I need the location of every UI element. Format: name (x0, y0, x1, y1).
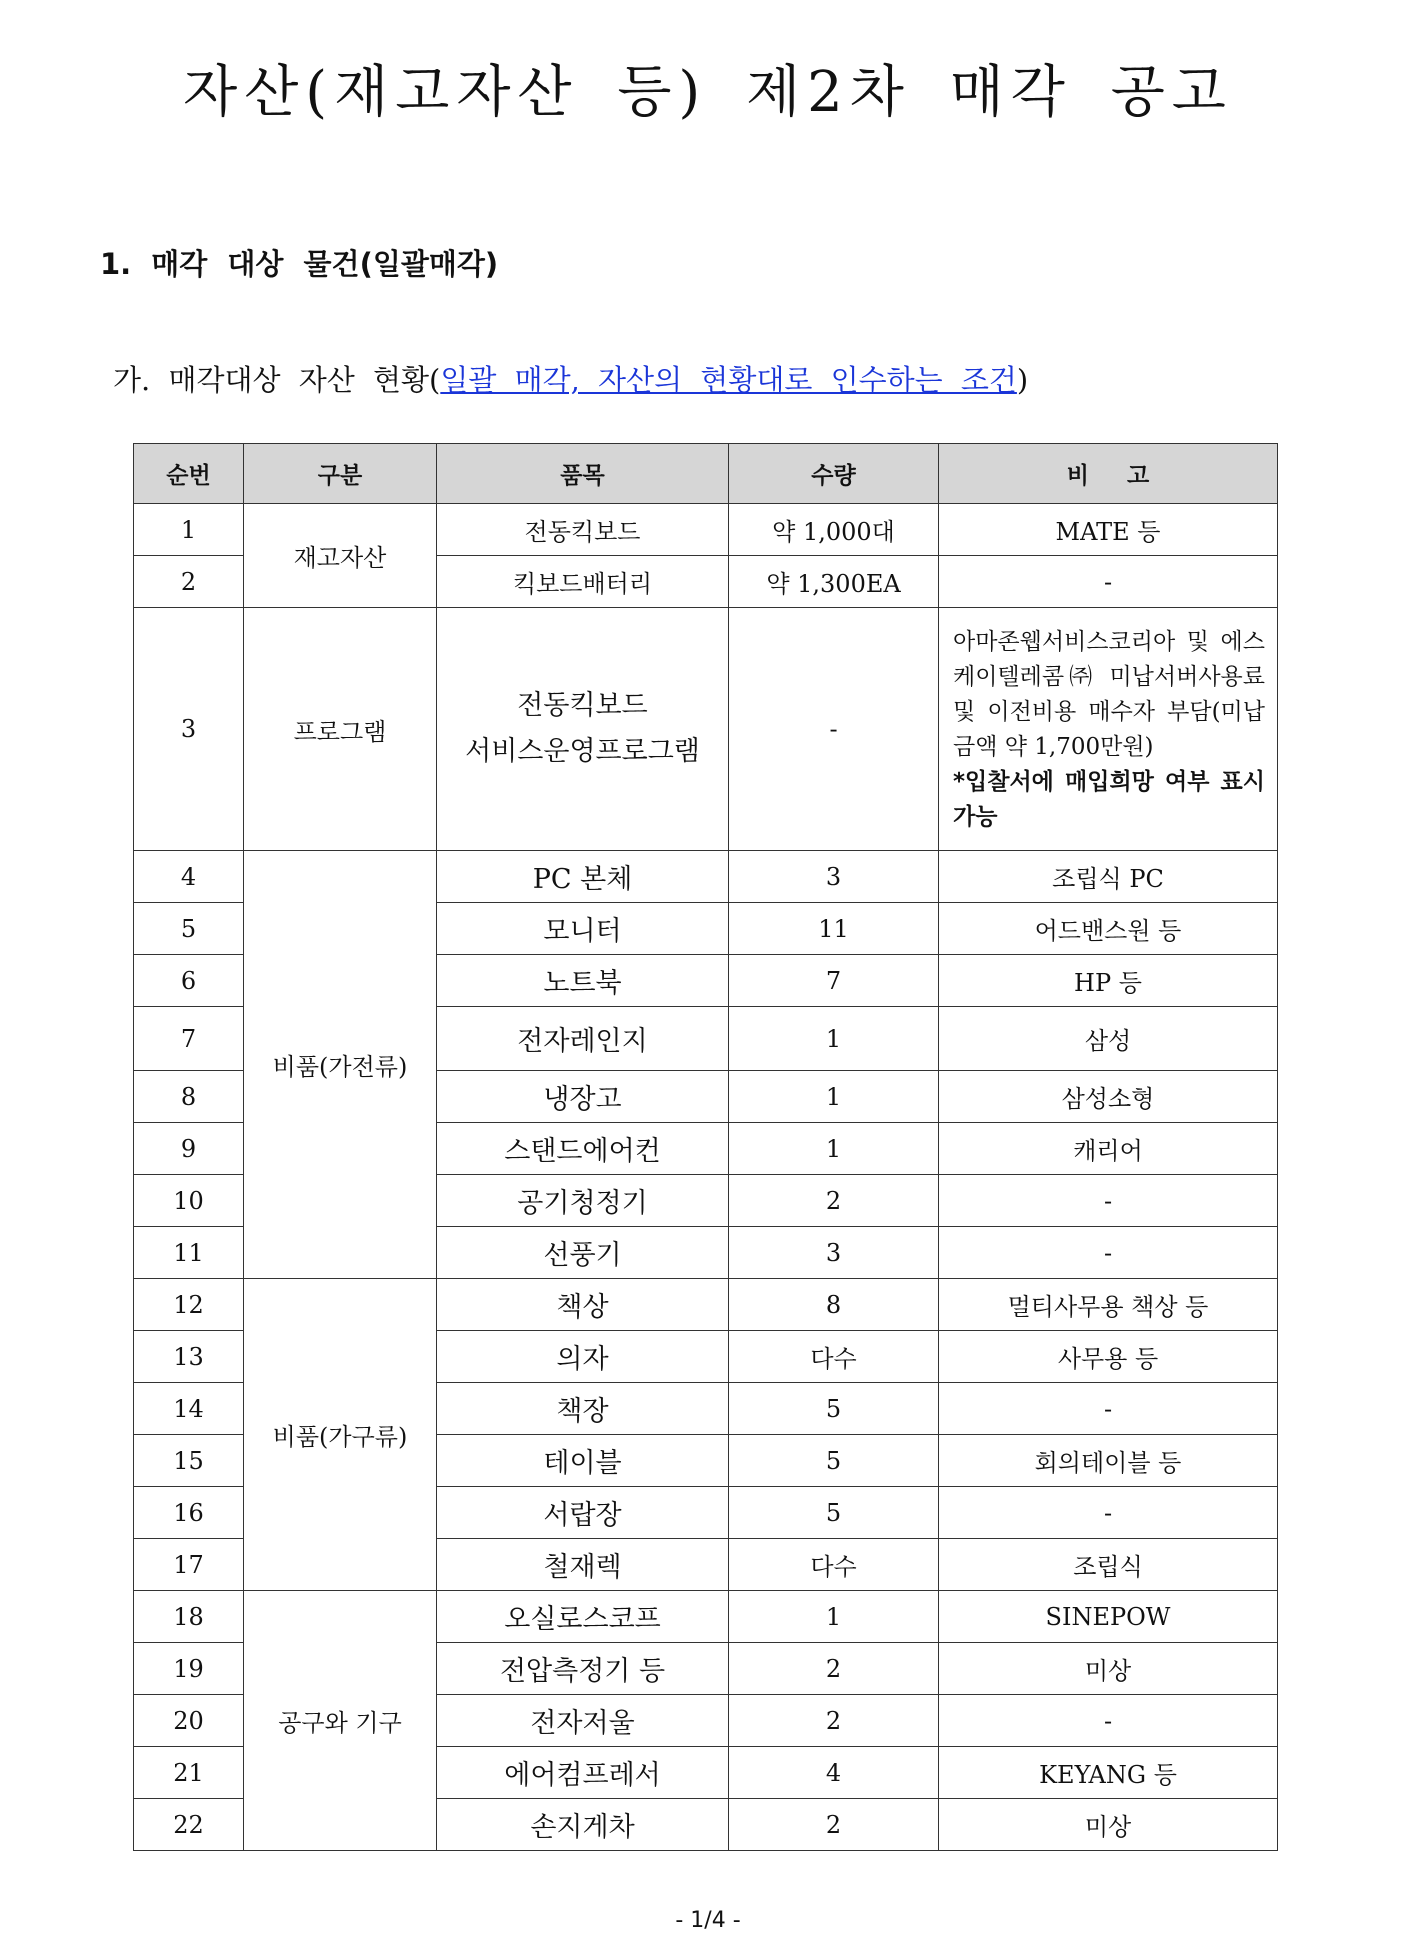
remarks-cell: - (939, 556, 1278, 608)
row-number: 21 (134, 1747, 244, 1799)
table-row (134, 1279, 1278, 1331)
category-cell: 공구와 기구 (244, 1591, 437, 1851)
category-cell: 비품(가구류) (244, 1279, 437, 1591)
header-category: 구분 (244, 444, 437, 504)
item-cell: 책상 (437, 1279, 729, 1331)
quantity-cell: 11 (729, 903, 939, 955)
quantity-cell: 3 (729, 851, 939, 903)
item-cell: 전자레인지 (437, 1007, 729, 1071)
remarks-cell: 삼성소형 (939, 1071, 1278, 1123)
item-line: 서비스운영프로그램 (465, 736, 700, 767)
remarks-cell: 사무용 등 (939, 1331, 1278, 1383)
item-cell: 공기청정기 (437, 1175, 729, 1227)
remarks-cell: 조립식 (939, 1539, 1278, 1591)
quantity-cell: 1 (729, 1591, 939, 1643)
quantity-cell: 1 (729, 1123, 939, 1175)
item-cell: 냉장고 (437, 1071, 729, 1123)
table-row (134, 504, 1278, 556)
remarks-cell: - (939, 1175, 1278, 1227)
row-number: 6 (134, 955, 244, 1007)
category-cell: 비품(가전류) (244, 851, 437, 1279)
item-cell: 에어컴프레서 (437, 1747, 729, 1799)
quantity-cell: 7 (729, 955, 939, 1007)
item-cell: 테이블 (437, 1435, 729, 1487)
quantity-cell: 2 (729, 1695, 939, 1747)
remarks-cell: 어드밴스원 등 (939, 903, 1278, 955)
table-row (134, 1591, 1278, 1643)
quantity-cell: 3 (729, 1227, 939, 1279)
quantity-cell: 2 (729, 1799, 939, 1851)
remarks-cell: 멀티사무용 책상 등 (939, 1279, 1278, 1331)
asset-table (133, 443, 1278, 1851)
table-header-row (134, 444, 1278, 504)
header-number: 순번 (134, 444, 244, 504)
quantity-cell: 5 (729, 1435, 939, 1487)
quantity-cell: 2 (729, 1175, 939, 1227)
quantity-cell: 5 (729, 1383, 939, 1435)
quantity-cell: 약 1,300EA (729, 556, 939, 608)
remarks-cell: 삼성 (939, 1007, 1278, 1071)
row-number: 12 (134, 1279, 244, 1331)
item-cell: 전압측정기 등 (437, 1643, 729, 1695)
row-number: 10 (134, 1175, 244, 1227)
remarks-cell: 미상 (939, 1799, 1278, 1851)
page-title: 자산(재고자산 등) 제2차 매각 공고 (183, 60, 1233, 125)
row-number: 22 (134, 1799, 244, 1851)
row-number: 5 (134, 903, 244, 955)
remarks-cell (939, 608, 1278, 851)
header-remarks: 비 고 (939, 444, 1278, 504)
item-cell: 전동킥보드 (437, 504, 729, 556)
table-row (134, 851, 1278, 903)
remarks-cell: - (939, 1227, 1278, 1279)
remarks-cell: - (939, 1383, 1278, 1435)
remarks-cell: 미상 (939, 1643, 1278, 1695)
category-cell: 재고자산 (244, 504, 437, 608)
sale-condition-text: 일괄 매각, 자산의 현황대로 인수하는 조건 (440, 363, 1017, 397)
subsection-prefix: 가. 매각대상 자산 현황( (113, 363, 441, 397)
quantity-cell: - (729, 608, 939, 851)
item-cell: 노트북 (437, 955, 729, 1007)
row-number: 20 (134, 1695, 244, 1747)
quantity-cell: 4 (729, 1747, 939, 1799)
row-number: 7 (134, 1007, 244, 1071)
row-number: 2 (134, 556, 244, 608)
quantity-cell: 약 1,000대 (729, 504, 939, 556)
item-cell: 킥보드배터리 (437, 556, 729, 608)
row-number: 15 (134, 1435, 244, 1487)
row-number: 13 (134, 1331, 244, 1383)
page-number: - 1/4 - (675, 1908, 741, 1933)
item-cell: 전자저울 (437, 1695, 729, 1747)
remarks-cell: MATE 등 (939, 504, 1278, 556)
remarks-cell: 캐리어 (939, 1123, 1278, 1175)
item-line: 전동킥보드 (517, 690, 648, 721)
item-cell: 손지게차 (437, 1799, 729, 1851)
remarks-cell: 회의테이블 등 (939, 1435, 1278, 1487)
row-number: 3 (134, 608, 244, 851)
remarks-text: 아마존웹서비스코리아 및 에스케이텔레콤㈜ 미납서버사용료 및 이전비용 매수자 부담(미납금액 약 1,700만원) (953, 629, 1265, 760)
header-item: 품목 (437, 444, 729, 504)
quantity-cell: 8 (729, 1279, 939, 1331)
row-number: 8 (134, 1071, 244, 1123)
row-number: 18 (134, 1591, 244, 1643)
quantity-cell: 다수 (729, 1539, 939, 1591)
item-cell: 서랍장 (437, 1487, 729, 1539)
row-number: 9 (134, 1123, 244, 1175)
item-cell: 스탠드에어컨 (437, 1123, 729, 1175)
row-number: 4 (134, 851, 244, 903)
item-cell (437, 608, 729, 851)
quantity-cell: 다수 (729, 1331, 939, 1383)
item-cell: 모니터 (437, 903, 729, 955)
table-row (134, 608, 1278, 851)
item-cell: 철재렉 (437, 1539, 729, 1591)
row-number: 17 (134, 1539, 244, 1591)
quantity-cell: 1 (729, 1007, 939, 1071)
remarks-cell: 조립식 PC (939, 851, 1278, 903)
remarks-cell: - (939, 1695, 1278, 1747)
header-quantity: 수량 (729, 444, 939, 504)
remarks-cell: SINEPOW (939, 1591, 1278, 1643)
section-heading: 1. 매각 대상 물건(일괄매각) (100, 247, 499, 281)
row-number: 14 (134, 1383, 244, 1435)
quantity-cell: 1 (729, 1071, 939, 1123)
subsection-suffix: ) (1016, 363, 1029, 397)
quantity-cell: 2 (729, 1643, 939, 1695)
remarks-cell: HP 등 (939, 955, 1278, 1007)
remarks-cell: - (939, 1487, 1278, 1539)
subsection-heading (113, 358, 1028, 399)
item-cell: PC 본체 (437, 851, 729, 903)
row-number: 1 (134, 504, 244, 556)
item-cell: 의자 (437, 1331, 729, 1383)
remarks-cell: KEYANG 등 (939, 1747, 1278, 1799)
remarks-bid-note: *입찰서에 매입희망 여부 표시 가능 (953, 769, 1265, 830)
row-number: 11 (134, 1227, 244, 1279)
item-cell: 오실로스코프 (437, 1591, 729, 1643)
quantity-cell: 5 (729, 1487, 939, 1539)
row-number: 19 (134, 1643, 244, 1695)
item-cell: 책장 (437, 1383, 729, 1435)
item-cell: 선풍기 (437, 1227, 729, 1279)
category-cell: 프로그램 (244, 608, 437, 851)
row-number: 16 (134, 1487, 244, 1539)
